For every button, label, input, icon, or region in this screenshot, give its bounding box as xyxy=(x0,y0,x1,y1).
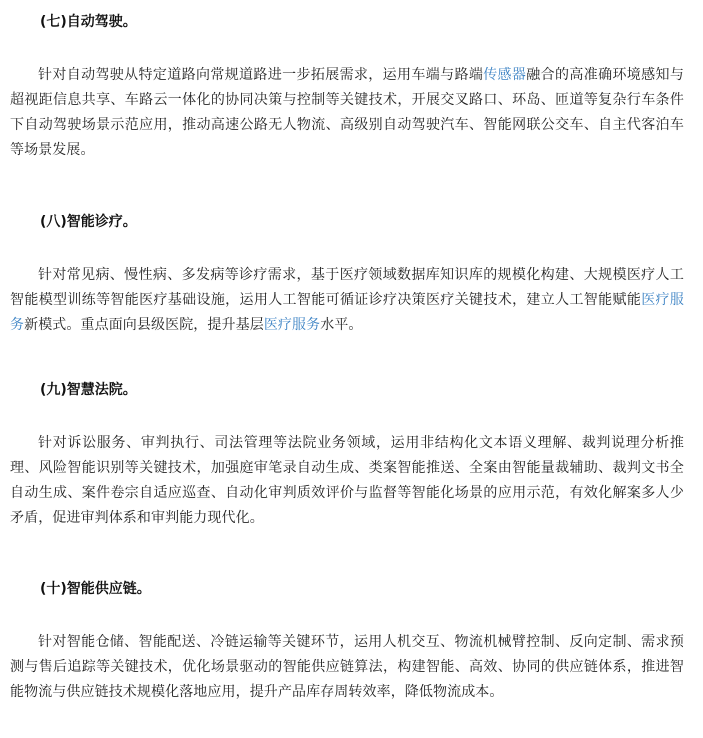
sensor-link[interactable]: 传感器 xyxy=(483,67,527,83)
section-paragraph xyxy=(10,63,684,163)
section-heading: (九)智慧法院。 xyxy=(40,382,137,398)
section-paragraph xyxy=(10,263,684,338)
section-smart-diagnosis xyxy=(10,212,684,338)
paragraph-text: 新模式。重点面向县级医院，提升基层 xyxy=(24,317,264,333)
section-autonomous-driving xyxy=(10,12,684,163)
section-heading: (十)智能供应链。 xyxy=(40,581,151,597)
section-paragraph xyxy=(10,431,684,531)
paragraph-text: 针对智能仓储、智能配送、冷链运输等关键环节，运用人机交互、物流机械臂控制、反向定制、需求预测与售后追踪等关键技术，优化场景驱动的智能供应链算法，构建智能、高效、协同的供应链体系，推进智能物流与供应链技术规模化落地应用，提升产品库存周转效率，降低物流成本。 xyxy=(10,634,684,700)
section-heading: (七)自动驾驶。 xyxy=(40,14,137,30)
paragraph-text: 融合的高准确环境感知与超视距信息共享、车路云一体化的协同决策与控制等关键技术，开展交叉路口、环岛、匝道等复杂行车条件下自动驾驶场景示范应用，推动高速公路无人物流、高级别自动驾驶汽车、智能网联公交车、自主代客泊车等场景发展。 xyxy=(10,67,684,158)
paragraph-text: 针对常见病、慢性病、多发病等诊疗需求，基于医疗领域数据库知识库的规模化构建、大规模医疗人工智能模型训练等智能医疗基础设施，运用人工智能可循证诊疗决策医疗关键技术，建立人工智能赋能 xyxy=(10,267,684,308)
section-paragraph xyxy=(10,630,684,705)
section-smart-court xyxy=(10,380,684,531)
paragraph-text: 针对诉讼服务、审判执行、司法管理等法院业务领域，运用非结构化文本语义理解、裁判说理分析推理、风险智能识别等关键技术，加强庭审笔录自动生成、类案智能推送、全案由智能量裁辅助、裁判文书全自动生成、案件卷宗自适应巡查、自动化审判质效评价与监督等智能化场景的应用示范，有效化解案多人少矛盾，促进审判体系和审判能力现代化。 xyxy=(10,435,684,526)
paragraph-text: 水平。 xyxy=(320,317,363,333)
section-heading: (八)智能诊疗。 xyxy=(40,214,137,230)
section-smart-supply-chain xyxy=(10,579,684,705)
medical-service-link[interactable]: 医疗服务 xyxy=(10,292,684,333)
paragraph-text: 针对自动驾驶从特定道路向常规道路进一步拓展需求，运用车端与路端 xyxy=(38,67,484,83)
medical-service-link[interactable]: 医疗服务 xyxy=(263,317,321,333)
